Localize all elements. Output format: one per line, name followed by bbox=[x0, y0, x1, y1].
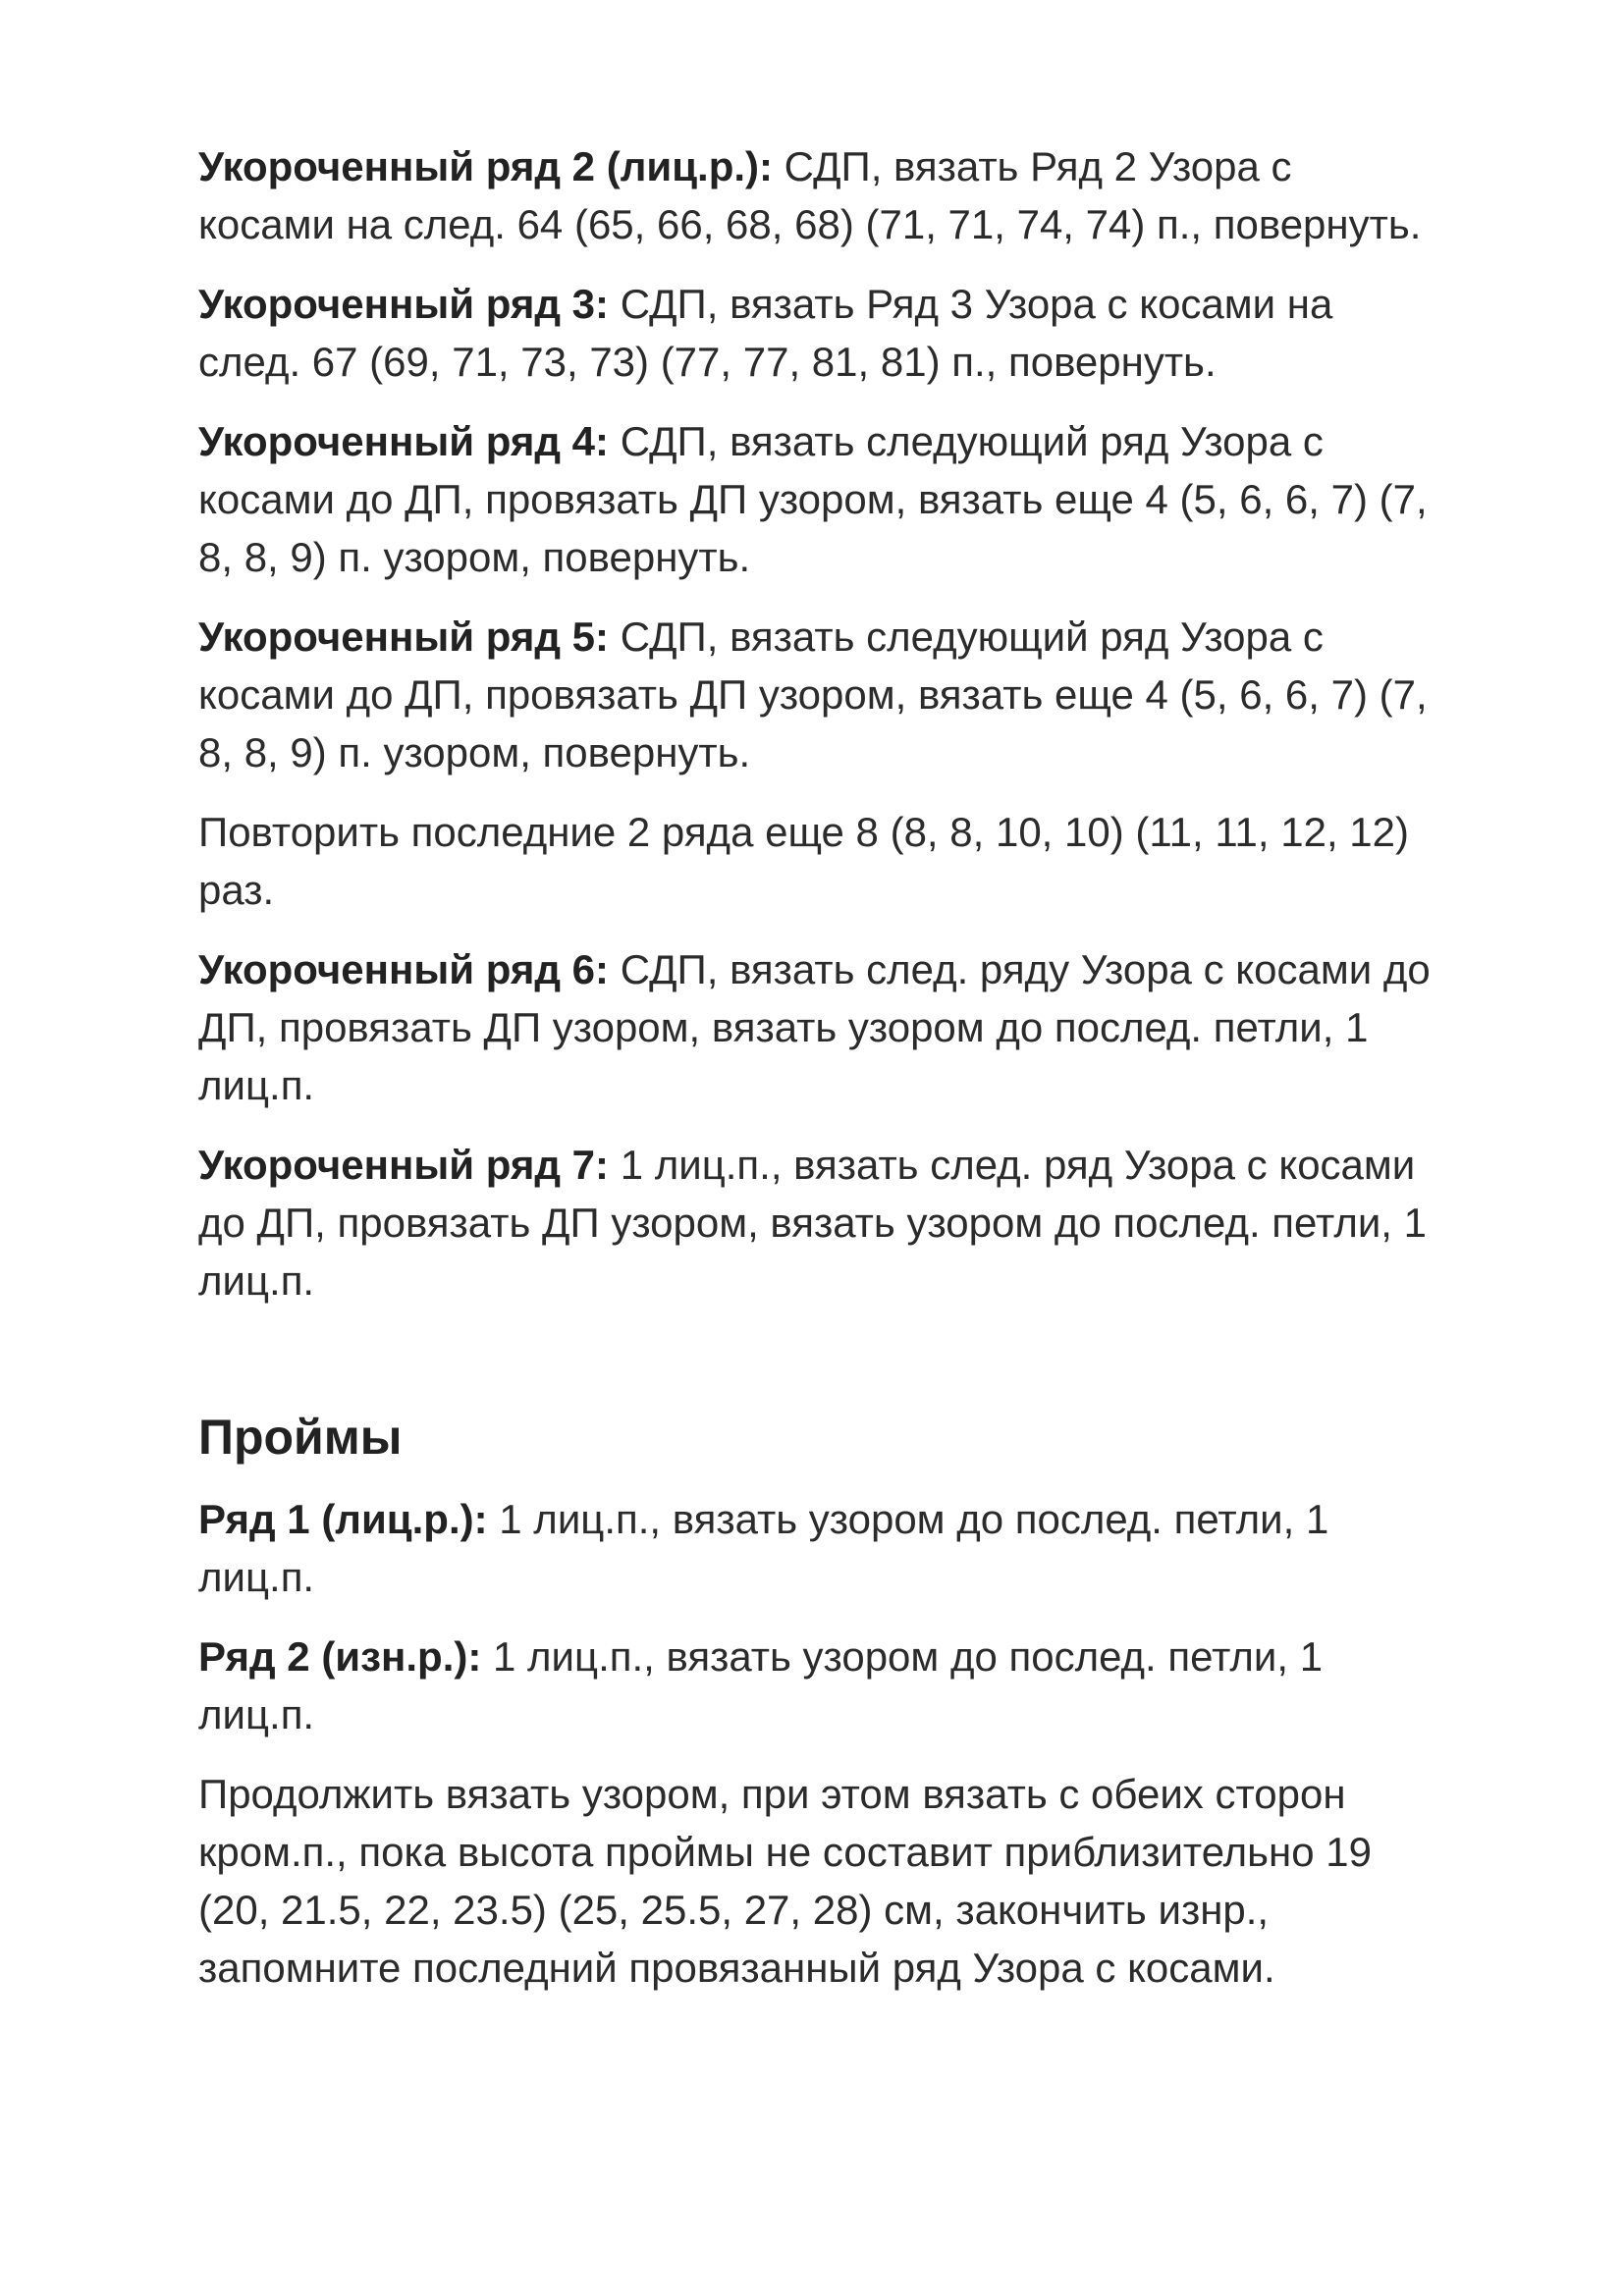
paragraph-text: СДП, вязать след. ряду Узора с косами до ДП, провязать ДП узором, вязать узором до послед. петли, 1 лиц.п. bbox=[198, 946, 1431, 1108]
paragraph-text: СДП, вязать следующий ряд Узора с косами до ДП, провязать ДП узором, вязать еще 4 (5, 6, 6, 7) (7, 8, 8, 9) п. узором, повернуть. bbox=[198, 418, 1428, 580]
paragraph-text: СДП, вязать Ряд 3 Узора с косами на след. 67 (69, 71, 73, 73) (77, 77, 81, 81) п., повернуть. bbox=[198, 281, 1333, 385]
paragraph-label: Укороченный ряд 6: bbox=[198, 946, 610, 992]
armhole-row-2-paragraph bbox=[198, 1628, 1435, 1743]
short-row-4-paragraph bbox=[198, 412, 1435, 586]
paragraph-text: Повторить последние 2 ряда еще 8 (8, 8, 10, 10) (11, 11, 12, 12) раз. bbox=[198, 809, 1410, 913]
continue-paragraph bbox=[198, 1765, 1435, 1997]
paragraph-label: Ряд 1 (лиц.р.): bbox=[198, 1496, 488, 1542]
short-row-7-paragraph bbox=[198, 1136, 1435, 1309]
paragraph-text: 1 лиц.п., вязать узором до послед. петли, 1 лиц.п. bbox=[198, 1633, 1324, 1737]
paragraph-text: Продолжить вязать узором, при этом вязать с обеих сторон кром.п., пока высота проймы не составит приблизительно 19 (20, 21.5, 22, 23.5) (25, 25.5, 27, 28) см, закончить изнр., запомните последний провязанный ряд Узора с косами. bbox=[198, 1771, 1372, 1991]
repeat-rows-paragraph bbox=[198, 803, 1435, 919]
short-row-2-paragraph bbox=[198, 137, 1435, 253]
section-heading: Проймы bbox=[198, 1410, 403, 1465]
page-content bbox=[198, 137, 1435, 2018]
short-row-6-paragraph bbox=[198, 940, 1435, 1114]
paragraph-text: 1 лиц.п., вязать узором до послед. петли, 1 лиц.п. bbox=[198, 1496, 1329, 1600]
paragraph-label: Укороченный ряд 2 (лиц.р.): bbox=[198, 143, 773, 189]
paragraph-text: СДП, вязать Ряд 2 Узора с косами на след. 64 (65, 66, 68, 68) (71, 71, 74, 74) п., повернуть. bbox=[198, 143, 1422, 247]
short-row-3-paragraph bbox=[198, 275, 1435, 391]
paragraph-label: Укороченный ряд 5: bbox=[198, 614, 610, 660]
paragraph-text: 1 лиц.п., вязать след. ряд Узора с косами до ДП, провязать ДП узором, вязать узором до послед. петли, 1 лиц.п. bbox=[198, 1142, 1427, 1304]
paragraph-label: Укороченный ряд 7: bbox=[198, 1142, 610, 1188]
short-row-5-paragraph bbox=[198, 608, 1435, 781]
paragraph-label: Укороченный ряд 3: bbox=[198, 281, 610, 327]
paragraph-label: Ряд 2 (изн.р.): bbox=[198, 1633, 482, 1680]
armhole-row-1-paragraph bbox=[198, 1490, 1435, 1606]
paragraph-text: СДП, вязать следующий ряд Узора с косами до ДП, провязать ДП узором, вязать еще 4 (5, 6, 6, 7) (7, 8, 8, 9) п. узором, повернуть. bbox=[198, 614, 1428, 775]
paragraph-label: Укороченный ряд 4: bbox=[198, 418, 610, 464]
